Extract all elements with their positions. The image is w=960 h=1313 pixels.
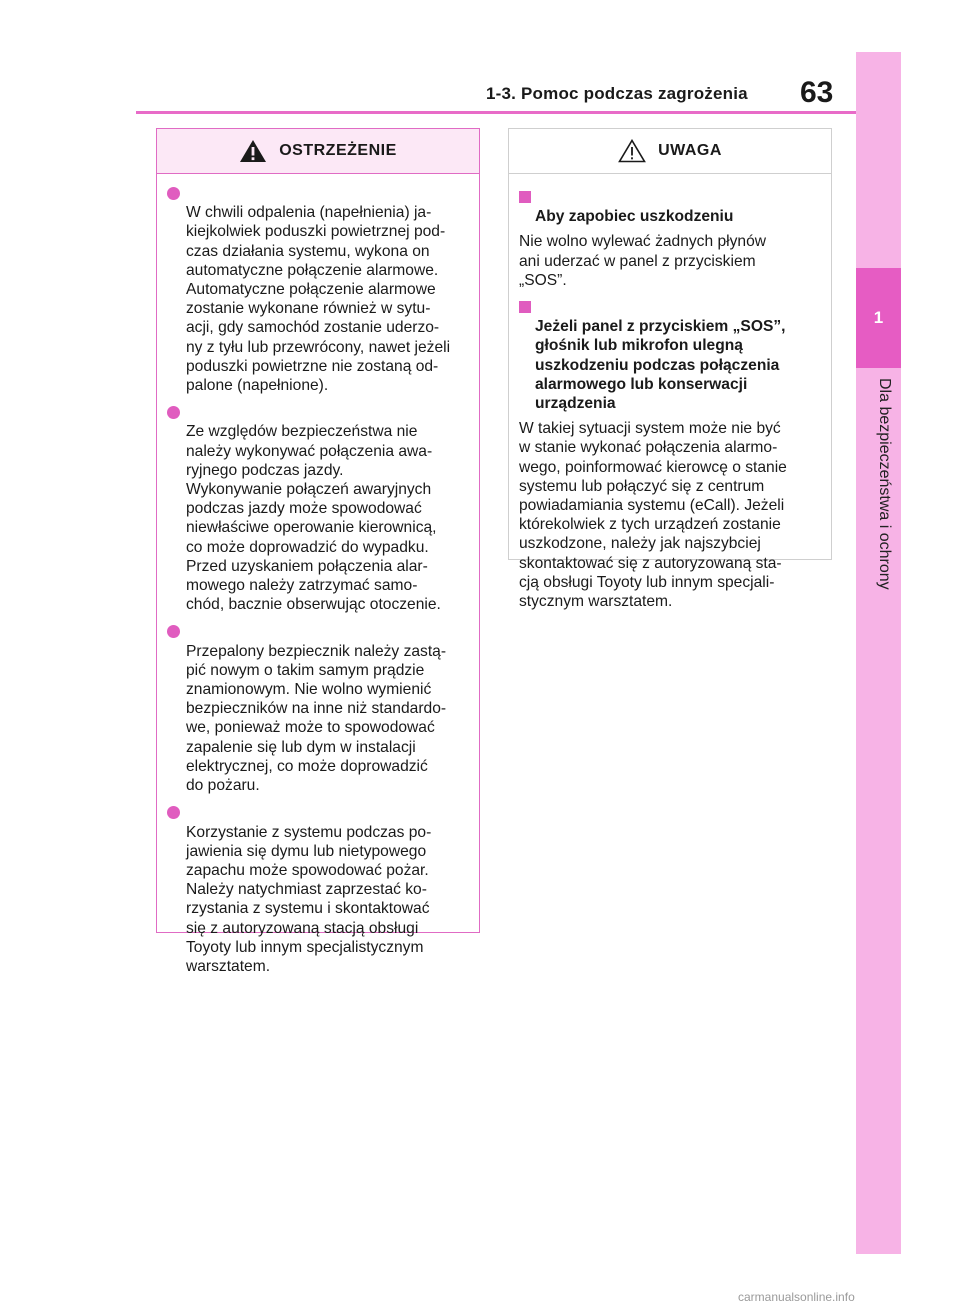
page-number: 63 [800,76,834,109]
bullet-dot-icon [167,187,180,200]
list-item: Korzystanie z systemu podczas po- jawienia się dymu lub nietypowego zapachu może spowodować pożar. Należy natychmiast zaprzestać ko- rzystania z systemu i skontaktować się z autoryzowaną stacją obsługi Toyoty lub innym specjalistycznym warsztatem. [165,803,471,976]
list-item: W chwili odpalenia (napełnienia) ja- kiejkolwiek poduszki powietrznej pod- czas działania systemu, wykona on automatyczne połączenie alarmowe. Automatyczne połączenie alarmowe zostanie wykonane również w sytu- acji, gdy samochód zostanie uderzo- ny z tyłu lub przewrócony, nawet jeżeli poduszki powietrzne nie zostaną od- palone (napełnione). [165,184,471,395]
warning-header [157,129,479,174]
square-bullet-icon [519,301,531,313]
header-divider [136,111,856,114]
caution-subheading: Jeżeli panel z przyciskiem „SOS”, głośnik lub mikrofon ulegną uszkodzeniu podczas połączenia alarmowego lub konserwacji urządzenia [517,298,823,413]
caution-paragraph: W takiej sytuacji system może nie być w stanie wykonać połączenia alarmo- wego, poinformować kierowcę o stanie systemu lub połączyć się z centrum powiadamiania systemu (eCall). Jeżeli którekolwiek z tych urządzeń zostanie uszkodzone, należy jak najszybciej skontaktować się z autoryzowaną sta- cją obsługi Toyoty lub innym specjali- stycznym warsztatem. [519,420,787,611]
caution-subheading: Aby zapobiec uszkodzeniu [517,188,823,226]
warning-box [156,128,480,975]
bullet-dot-icon [167,625,180,638]
caution-triangle-icon [618,139,646,163]
chapter-title: Dla bezpieczeństwa i ochrony [876,378,893,590]
caution-paragraph: Nie wolno wylewać żadnych płynów ani uderzać w panel z przyciskiem „SOS”. [519,233,767,289]
square-bullet-icon [519,191,531,203]
list-item: Przepalony bezpiecznik należy zastą- pić nowym o takim samym prądzie znamionowym. Nie wolno wymienić bezpieczników na inne niż standardo- we, ponieważ może to spowodować zapalenie się lub dym w instalacji elektrycznej, co może doprowadzić do pożaru. [165,622,471,795]
caution-header [509,129,831,174]
caution-box [508,128,832,611]
warning-triangle-icon [239,139,267,163]
list-item: Ze względów bezpieczeństwa nie należy wykonywać połączenia awa- ryjnego podczas jazdy. Wykonywanie połączeń awaryjnych podczas jazdy może spowodować niewłaściwe operowanie kierownicą, co może doprowadzić do wypadku. Przed uzyskaniem połączenia alar- mowego należy zatrzymać samo- chód, bacznie obserwując otoczenie. [165,403,471,614]
bullet-dot-icon [167,406,180,419]
caution-heading: UWAGA [658,142,722,159]
bullet-dot-icon [167,806,180,819]
warning-heading: OSTRZEŻENIE [279,142,397,159]
section-title: 1-3. Pomoc podczas zagrożenia [486,84,748,103]
watermark: carmanualsonline.info [738,1290,855,1304]
chapter-number[interactable]: 1 [856,268,901,368]
